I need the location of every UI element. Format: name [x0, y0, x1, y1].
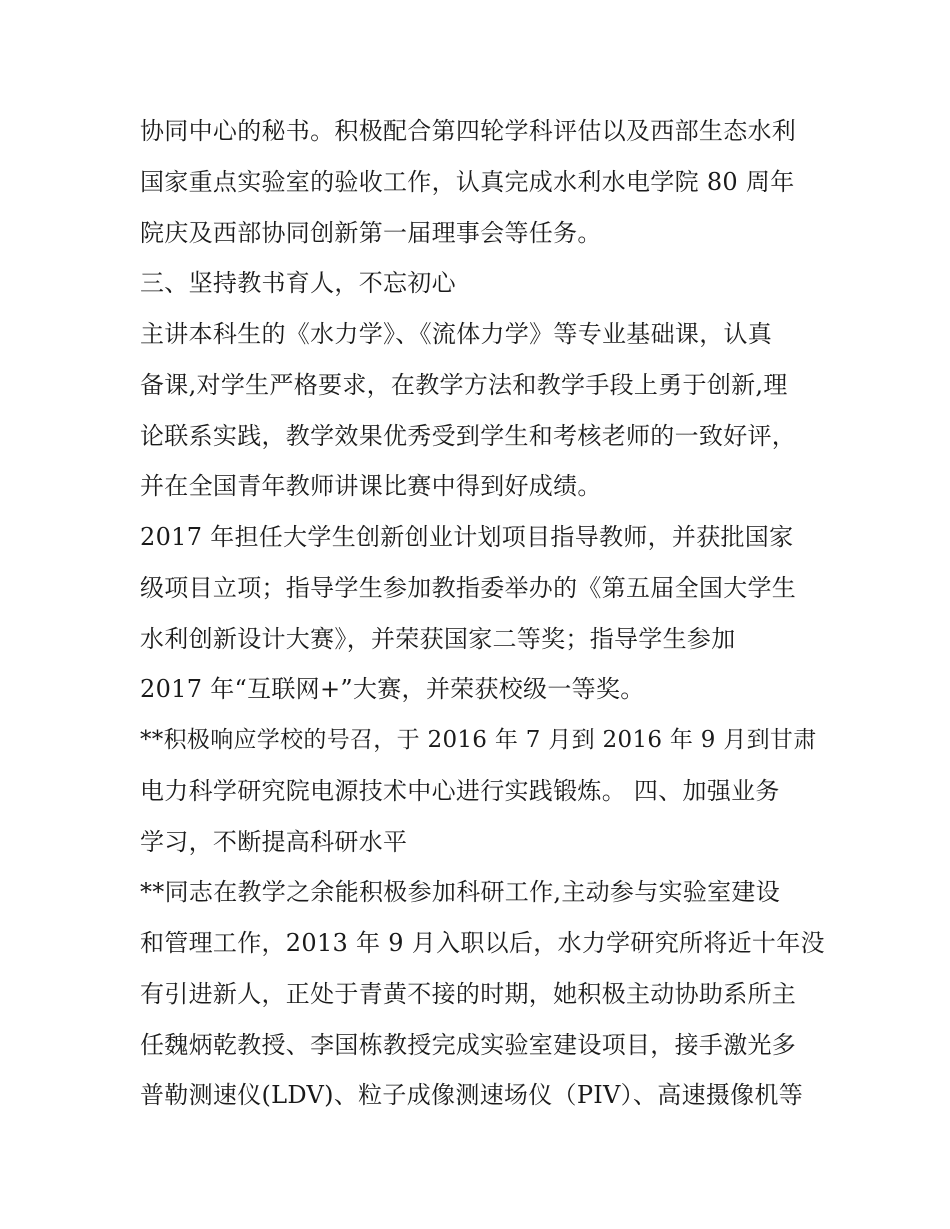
paragraph-line: **积极响应学校的号召，于 2016 年 7 月到 2016 年 9 月到甘肃 [140, 727, 817, 753]
section-heading: 三、坚持教书育人，不忘初心 [140, 269, 456, 298]
paragraph-line: 协同中心的秘书。积极配合第四轮学科评估以及西部生态水利 [140, 117, 797, 145]
paragraph-line: 国家重点实验室的验收工作，认真完成水利水电学院 80 周年 [140, 167, 795, 196]
paragraph-line: 普勒测速仪(LDV)、粒子成像测速场仪（PIV）、高速摄像机等 [140, 1081, 804, 1110]
paragraph-line: 2017 年“互联网+”大赛，并荣获校级一等奖。 [140, 675, 645, 704]
paragraph-line: 备课,对学生严格要求，在教学方法和教学手段上勇于创新,理 [140, 370, 788, 399]
document-body [140, 106, 830, 1121]
paragraph-line: 任魏炳乾教授、李国栋教授完成实验室建设项目，接手激光多 [140, 1030, 797, 1059]
paragraph-line: 有引进新人，正处于青黄不接的时期，她积极主动协助系所主 [140, 979, 797, 1008]
paragraph-line: 院庆及西部协同创新第一届理事会等任务。 [140, 218, 602, 247]
paragraph-line: 论联系实践，教学效果优秀受到学生和考核老师的一致好评， [140, 421, 797, 450]
paragraph-line: 主讲本科生的《水力学》、《流体力学》等专业基础课，认真 [140, 320, 773, 348]
paragraph-line: 水利创新设计大赛》，并荣获国家二等奖；指导学生参加 [140, 624, 736, 653]
paragraph-line: **同志在教学之余能积极参加科研工作,主动参与实验室建设 [140, 878, 781, 907]
paragraph-line: 2017 年担任大学生创新创业计划项目指导教师，并获批国家 [140, 523, 794, 551]
paragraph-line: 学习，不断提高科研水平 [140, 827, 408, 856]
paragraph-line: 级项目立项；指导学生参加教指委举办的《第五届全国大学生 [140, 573, 797, 602]
paragraph-line: 电力科学研究院电源技术中心进行实践锻炼。 四、加强业务 [140, 776, 780, 805]
paragraph-line: 并在全国青年教师讲课比赛中得到好成绩。 [140, 472, 602, 501]
paragraph-line: 和管理工作，2013 年 9 月入职以后，水力学研究所将近十年没 [140, 929, 825, 957]
